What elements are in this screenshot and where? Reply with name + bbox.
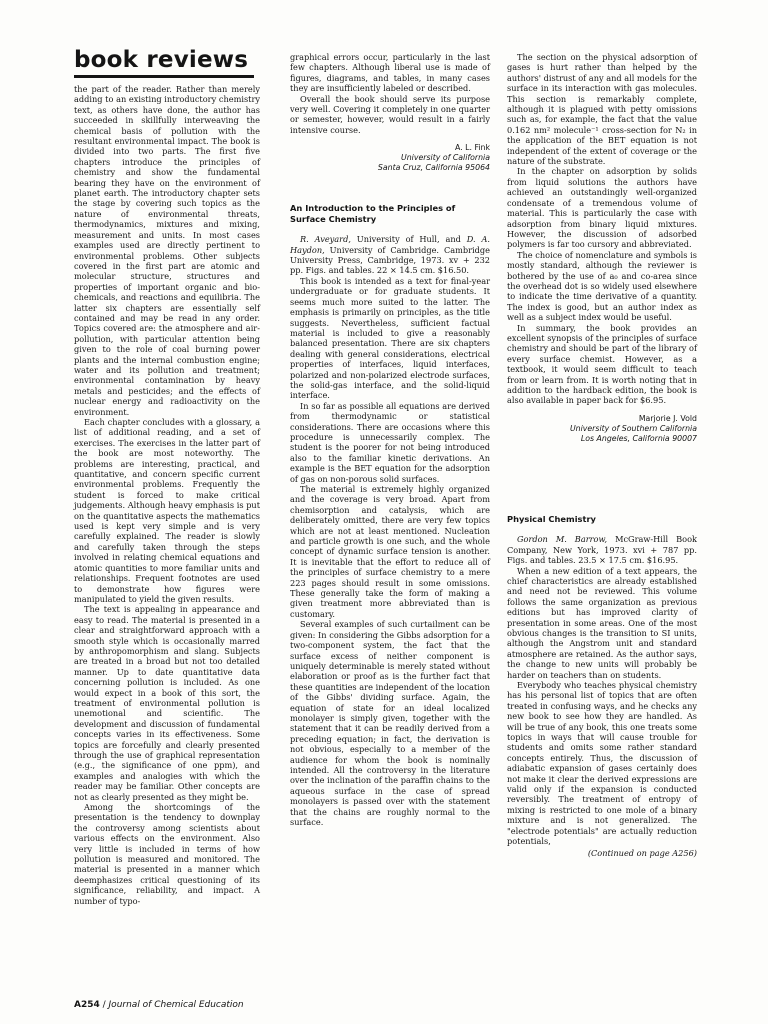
- reviewer-signature: [290, 143, 490, 173]
- paragraph: Each chapter concludes with a glossary, a list of additional reading, and a set of exercises. The exercises in the latter part of the book are most noteworthy. The problems are interesting, practical, and quantitative, and concern specific current environmental problems. Frequently the student is forced to make critical judgements. Although heavy emphasis is put on the quantitative aspects the mathematics used is kept very simple and is very carefully explained. The reader is slowly and carefully taken through the steps involved in relating chemical equations and atomic quantities to more familiar units and relationships. Frequent footnotes are used to demonstrate how figures were manipulated to yield the given results.: [74, 417, 260, 604]
- bibliographic-entry: [290, 234, 490, 276]
- paragraph: The material is extremely highly organized and the coverage is very broad. Apart from chemisorption and catalysis, which are deliberately omitted, there are very few topics which are not at least mentioned. Nucleation and particle growth is one such, and the whole concept of dynamic surface tension is another. It is inevitable that the effort to reduce all of the principles of surface chemistry to a mere 223 pages should result in some omissions. These generally take the form of making a given treatment more abbreviated than is customary.: [290, 484, 490, 619]
- continuation-note: (Continued on page A256): [587, 847, 697, 858]
- reviewer-signature: [507, 414, 697, 444]
- reviewer-address: Santa Cruz, California 95064: [377, 163, 490, 173]
- paragraph: The text is appealing in appearance and easy to read. The material is presented in a clear and straightforward approach with a smooth style which is occasionally marred by anthropomorphism and slang. Subjects are treated in a broad but not too detailed manner. Up to date quantitative data concerning pollution is included. As one would expect in a book of this sort, the treatment of environmental pollution is unemotional and scientific. The development and discussion of fundamental concepts varies in its effectiveness. Some topics are forcefully and clearly presented through the use of graphical representation (e.g., the significance of one ppm), and examples and analogies with which the reader may be familiar. Other concepts are not as clearly presented as they might be.: [74, 604, 260, 802]
- reviewer-address: Los Angeles, California 90007: [580, 433, 697, 443]
- book-details: McGraw-Hill Book Company, New York, 1973. xvi + 787 pp. Figs. and tables. 23.5 × 17.5 cm. $16.95.: [507, 534, 697, 566]
- review-title: [290, 203, 490, 224]
- paragraph: Among the shortcomings of the presentation is the tendency to downplay the controversy among scientists about various effects on the environment. Also very little is included in terms of how pollution is measured and monitored. The material is presented in a manner which deemphasizes critical questioning of its significance, reliability, and impact. A number of typo-: [74, 802, 260, 906]
- review-title: Physical Chemistry: [507, 513, 596, 524]
- book-author: D. A. Haydon,: [290, 234, 490, 255]
- paragraph: Everybody who teaches physical chemistry has his personal list of topics that are often treated in confusing ways, and he checks any new book to see how they are handled. As will be true of any book, this one treats some topics in ways that will cause trouble for students and omits some rather standard concepts entirely. Thus, the discussion of adiabatic expansion of gases certainly does not make it clear the derived expressions are valid only if the expansion is conducted reversibly. The treatment of entropy of mixing is restricted to one mole of a binary mixture and is not generalized. The "electrode potentials" are actually reduction potentials,: [507, 680, 697, 847]
- reviewer-affiliation: University of California: [401, 153, 490, 163]
- reviewer-name: A. L. Fink: [455, 143, 490, 153]
- review-title-line: An Introduction to the Principles of: [290, 203, 456, 214]
- section-title: book reviews: [74, 46, 254, 78]
- paragraph: The section on the physical adsorption of gases is hurt rather than helped by the authors' distrust of any and all models for the surface in its interaction with gas molecules. This section is remarkably complete, although it is plagued with petty omissions such as, for example, the fact that the value 0.162 nm² molecule⁻¹ cross-section for N₂ in the application of the BET equation is not independent of the extent of coverage or the nature of the substrate.: [507, 52, 697, 167]
- journal-name: Journal of Chemical Education: [108, 1000, 244, 1010]
- page-number: A254: [74, 1000, 100, 1010]
- paragraph: Several examples of such curtailment can be given: In considering the Gibbs adsorption for a two-component system, the fact that the surface excess of neither component is uniquely determinable is merely stated without elaboration or proof as is the further fact that these quantities are independent of the location of the Gibbs' dividing surface. Again, the equation of state for an ideal localized monolayer is simply given, together with the statement that it can be readily derived from a preceding equation; in fact, the derivation is not obvious, especially to a member of the audience for whom the book is nominally intended. All the controversy in the literature over the inclination of the paraffin chains to the aqueous surface in the case of spread monolayers is passed over with the statement that the chains are roughly normal to the surface.: [290, 619, 490, 827]
- paragraph: When a new edition of a text appears, the chief characteristics are already established and need not be reviewed. This volume follows the same organization as previous editions but has improved clarity of presentation in some areas. One of the most obvious changes is the transition to SI units, although the Angstrom unit and standard atmosphere are retained. As the author says, the change to new units will probably be harder on teachers than on students.: [507, 565, 697, 680]
- reviewer-name: Marjorie J. Vold: [638, 413, 697, 423]
- paragraph: This book is intended as a text for final-year undergraduate or for graduate students. It seems much more suited to the latter. The emphasis is primarily on principles, as the title suggests. Nevertheless, sufficient factual material is included to give a reasonably balanced presentation. There are six chapters dealing with general considerations, electrical properties of interfaces, liquid interfaces, polarized and non-polarized electrode surfaces, the solid-gas interface, and the solid-liquid interface.: [290, 275, 490, 401]
- column-2: [290, 52, 490, 827]
- paragraph: In so far as possible all equations are derived from thermodynamic or statistical considerations. There are occasions where this procedure is unnecessarily complex. The student is the poorer for not being introduced also to the familiar kinetic derivations. An example is the BET equation for the adsorption of gas on non-porous solid surfaces.: [290, 400, 490, 484]
- paragraph: the part of the reader. Rather than merely adding to an existing introductory chemistry text, as others have done, the author has succeeded in skillfully interweaving the chemical basis of pollution with the resultant environmental impact. The book is divided into two parts. The first five chapters introduce the principles of chemistry and show the fundamental bearing they have on the environment of planet earth. The introductory chapter sets the stage by covering such topics as the nature of environmental threats, thermodynamics, mixtures and mixing, measurement and units. In most cases examples used are directly pertinent to environmental problems. Other subjects covered in the first part are atomic and molecular structure, structures and properties of important organic and bio-chemicals, and reactions and equilibria. The latter six chapters are essentially self contained and may be read in any order. Topics covered are: the atmosphere and air-pollution, with particular attention being given to the role of coal burning power plants and the internal combustion engine; water and its pollution and treatment; environmental contamination by heavy metals and pesticides; and the effects of nuclear energy and radioactivity on the environment.: [74, 84, 260, 417]
- paragraph: The choice of nomenclature and symbols is mostly standard, although the reviewer is bothered by the use of a₀ and co-area since the overhead dot is so widely used elsewhere to indicate the time derivative of a quantity. The index is good, but an author index as well as a subject index would be useful.: [507, 249, 697, 323]
- book-details: University of Hull, and: [350, 234, 467, 245]
- paragraph: In the chapter on adsorption by solids from liquid solutions the authors have achieved an outstandingly well-organized condensate of a tremendous volume of material. This is particularly the case with adsorption from binary liquid mixtures. However, the discussion of adsorbed polymers is far too cursory and abbreviated.: [507, 166, 697, 250]
- paragraph: graphical errors occur, particularly in the last few chapters. Although liberal use is made of figures, diagrams, and tables, in many cases they are insufficiently labeled or described.: [290, 52, 490, 94]
- book-details: University of Cambridge. Cambridge University Press, Cambridge, 1973. xv + 232 pp. Figs. and tables. 22 × 14.5 cm. $16.50.: [290, 244, 490, 276]
- column-1: [74, 84, 260, 906]
- paragraph: In summary, the book provides an excellent synopsis of the principles of surface chemistry and should be part of the library of every surface chemist. However, as a textbook, it would seem difficult to teach from or learn from. It is worth noting that in addition to the hardback edition, the book is also available in paper back for $6.95.: [507, 322, 697, 406]
- book-author: R. Aveyard,: [300, 234, 351, 245]
- review-title-line: Surface Chemistry: [290, 213, 377, 224]
- paragraph: Overall the book should serve its purpose very well. Covering it completely in one quarter or semester, however, would result in a fairly intensive course.: [290, 93, 490, 135]
- book-author: Gordon M. Barrow,: [517, 534, 608, 545]
- reviewer-affiliation: University of Southern California: [569, 423, 697, 433]
- footer-separator: /: [99, 1000, 109, 1010]
- page-footer: [74, 1000, 244, 1010]
- bibliographic-entry: [507, 534, 697, 565]
- column-3: [507, 52, 697, 858]
